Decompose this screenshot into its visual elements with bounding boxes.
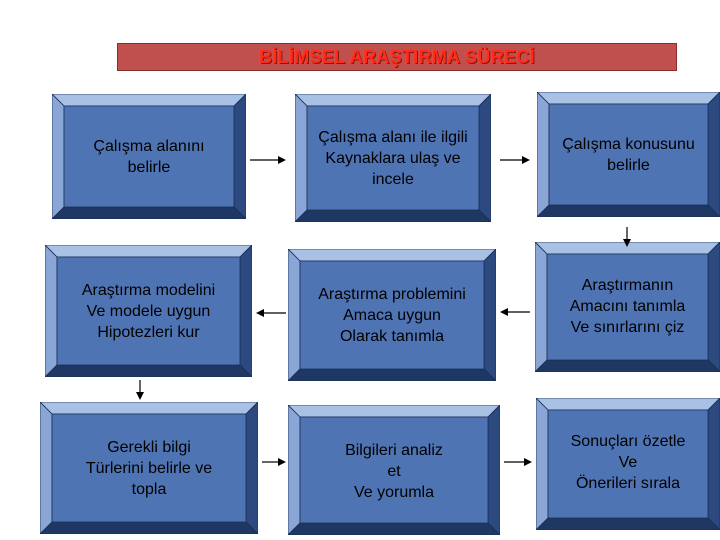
bevel-top bbox=[45, 245, 252, 257]
step-label-2: Çalışma alanı ile ilgili Kaynaklara ulaş ve incele bbox=[318, 128, 468, 188]
bevel-right bbox=[479, 94, 491, 222]
bevel-top bbox=[288, 249, 496, 261]
bevel-left bbox=[52, 94, 64, 219]
step-box-4 bbox=[45, 245, 252, 377]
bevel-top bbox=[295, 94, 491, 106]
bevel-bottom bbox=[288, 523, 500, 535]
bevel-left bbox=[45, 245, 57, 377]
step-box-1 bbox=[52, 94, 246, 219]
bevel-bottom bbox=[536, 518, 720, 530]
bevel-right bbox=[240, 245, 252, 377]
bevel-bottom bbox=[295, 210, 491, 222]
step-label-3: Çalışma konusunu belirle bbox=[562, 135, 695, 174]
arrow-5-to-4 bbox=[254, 303, 288, 323]
arrow-8-to-9 bbox=[502, 452, 534, 472]
bevel-bottom bbox=[40, 522, 258, 534]
bevel-right bbox=[484, 249, 496, 381]
bevel-top bbox=[536, 398, 720, 410]
bevel-top bbox=[40, 402, 258, 414]
step-box-5 bbox=[288, 249, 496, 381]
bevel-left bbox=[288, 249, 300, 381]
bevel-right bbox=[246, 402, 258, 534]
arrow-3-to-6 bbox=[617, 225, 637, 249]
bevel-bottom bbox=[288, 369, 496, 381]
arrow-7-to-8 bbox=[260, 452, 288, 472]
arrow-6-to-5 bbox=[498, 302, 532, 322]
diagram-title-text: BİLİMSEL ARAŞTIRMA SÜRECİ bbox=[259, 46, 535, 67]
bevel-left bbox=[288, 405, 300, 535]
bevel-top bbox=[288, 405, 500, 417]
bevel-bottom bbox=[537, 205, 720, 217]
step-label-4: Araştırma modelini Ve modele uygun Hipotezleri kur bbox=[81, 281, 216, 341]
bevel-left bbox=[40, 402, 52, 534]
diagram-title bbox=[117, 43, 677, 71]
bevel-right bbox=[234, 94, 246, 219]
step-box-8 bbox=[288, 405, 500, 535]
bevel-bottom bbox=[535, 360, 720, 372]
bevel-bottom bbox=[45, 365, 252, 377]
arrow-4-to-7 bbox=[130, 378, 150, 402]
bevel-left bbox=[295, 94, 307, 222]
step-label-1: Çalışma alanını belirle bbox=[93, 137, 205, 176]
bevel-top bbox=[52, 94, 246, 106]
step-label-8: Bilgileri analiz et Ve yorumla bbox=[345, 441, 443, 501]
step-box-9 bbox=[536, 398, 720, 530]
step-box-6 bbox=[535, 242, 720, 372]
step-box-3 bbox=[537, 92, 720, 217]
arrow-2-to-3 bbox=[498, 150, 532, 170]
step-box-7 bbox=[40, 402, 258, 534]
step-label-9: Sonuçları özetle Ve Önerileri sırala bbox=[570, 432, 686, 492]
step-label-7: Gerekli bilgi Türlerini belirle ve topla bbox=[85, 438, 213, 498]
arrow-1-to-2 bbox=[248, 150, 288, 170]
bevel-top bbox=[537, 92, 720, 104]
bevel-bottom bbox=[52, 207, 246, 219]
step-box-2 bbox=[295, 94, 491, 222]
step-label-6: Araştırmanın Amacını tanımla Ve sınırlarını çiz bbox=[569, 276, 686, 336]
step-label-5: Araştırma problemini Amaca uygun Olarak tanımla bbox=[318, 285, 466, 345]
bevel-right bbox=[488, 405, 500, 535]
